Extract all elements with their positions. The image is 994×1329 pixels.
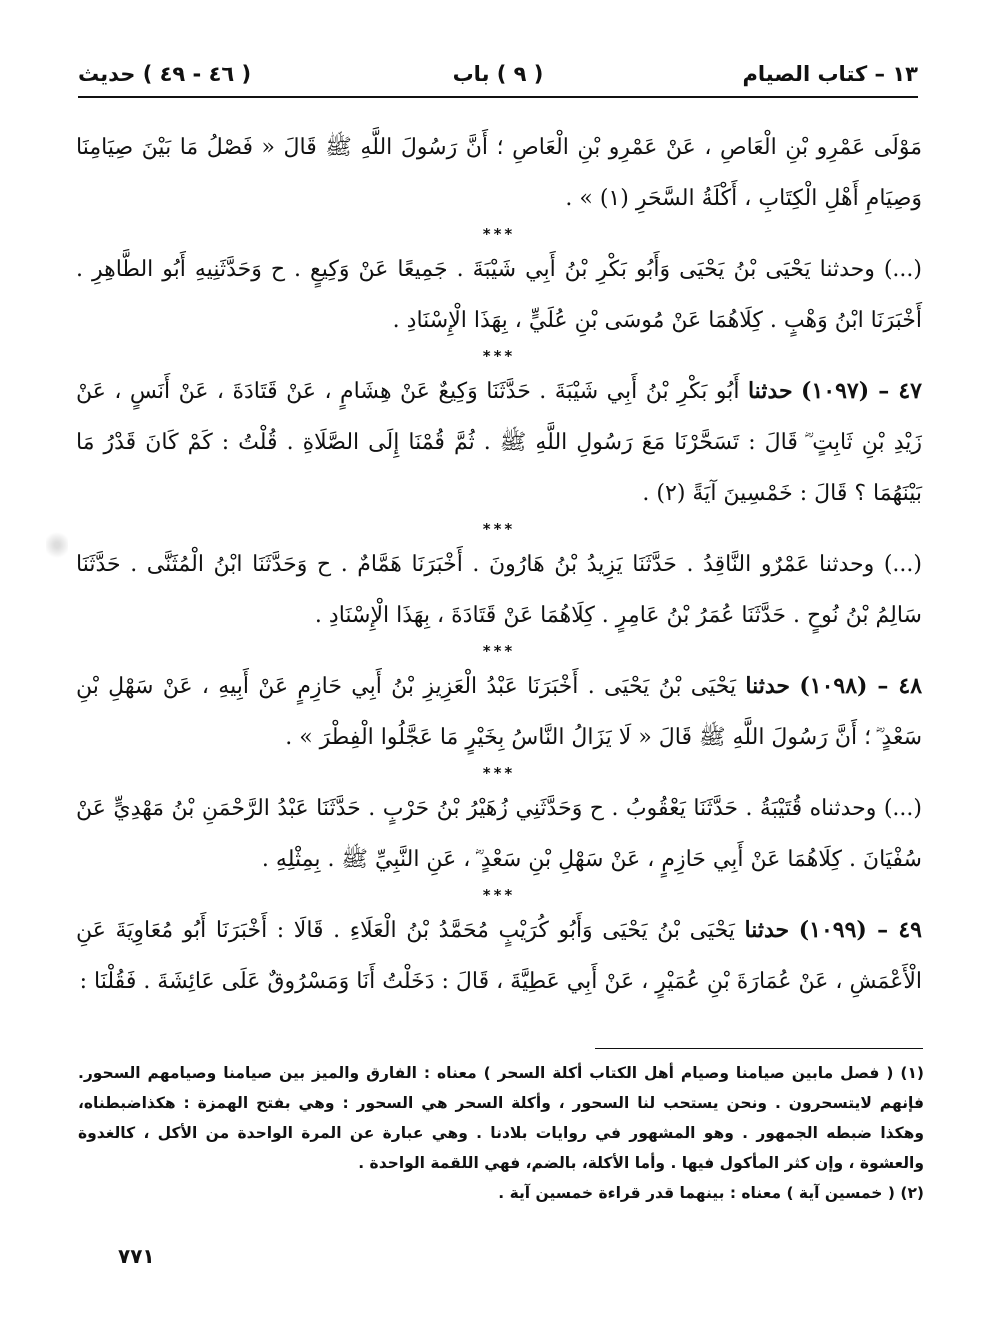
paragraph-chain: (...) وحدثنا يَحْيَى بْنُ يَحْيَى وَأَبُو بَكْرِ بْنُ أَبِي شَيْبَةَ . جَمِيعًا عَنْ وَكِيعٍ . ح وَحَدَّثَنِيهِ أَبُو الطَّاهِرِ . أَخْبَرَنَا ابْنُ وَهْبٍ . كِلَاهُمَا عَنْ مُوسَى بْنِ عُلَيٍّ ، بِهَذَا الْإِسْنَادِ .: [76, 257, 922, 333]
hadith-opening: حدثنا: [745, 673, 791, 699]
hadith-number: ٤٩ – (١٠٩٩): [798, 917, 922, 943]
header-book-title: ١٣ – كتاب الصيام: [742, 62, 918, 86]
separator-stars: ***: [482, 225, 516, 243]
hadith-text: يَحْيَى بْنُ يَحْيَى وَأَبُو كُرَيْبٍ مُحَمَّدُ بْنُ الْعَلَاءِ . قَالَا : أَخْبَرَنَا أَبُو مُعَاوِيَةَ عَنِ الْأَعْمَشِ ، عَنْ عُمَارَةَ بْنِ عُمَيْرٍ ، عَنْ أَبِي عَطِيَّةَ ، قَالَ : دَخَلْتُ أَنَا وَمَسْرُوقٌ عَلَى عَائِشَةَ . فَقُلْنَا :: [76, 918, 922, 994]
separator-stars: ***: [482, 886, 516, 904]
footnote-rule: [595, 1048, 923, 1049]
hadith-48: [76, 661, 922, 763]
hadith-text: يَحْيَى بْنُ يَحْيَى . أَخْبَرَنَا عَبْدُ الْعَزِيزِ بْنُ أَبِي حَازِمٍ عَنْ أَبِيهِ ، عَنْ سَهْلِ بْنِ سَعْدٍ ؓ ؛ أَنَّ رَسُولَ اللَّهِ ﷺ قَالَ « لَا يَزَالُ النَّاسُ بِخَيْرٍ مَا عَجَّلُوا الْفِطْرَ » .: [76, 674, 922, 750]
footnote-1: (١) ( فصل مابين صيامنا وصيام أهل الكتاب أكلة السحر ) معناه : الفارق والميز بين صيامنا وصيامهم السحور. فإنهم لايتسحرون . ونحن يستحب لنا السحور ، وأكلة السحر هي السحور : وهي بفتح الهمزة : هكذاضبطناه، وهكذا ضبطه الجمهور . وهو المشهور في روايات بلادنا . وهي عبارة عن المرة الواحدة من الأكل ، كالغدوة والعشوة ، وإن كثر المأكول فيها . وأما الأكلة، بالضم، فهي اللقمة الواحدة .: [78, 1064, 924, 1172]
main-text: [76, 122, 922, 1007]
separator-stars: ***: [482, 764, 516, 782]
hadith-number: ٤٨ – (١٠٩٨): [799, 673, 923, 699]
hadith-49: [76, 905, 922, 1007]
paragraph-continuation: مَوْلَى عَمْرِو بْنِ الْعَاصِ ، عَنْ عَمْرِو بْنِ الْعَاصِ ؛ أَنَّ رَسُولَ اللَّهِ ﷺ قَالَ « فَصْلُ مَا بَيْنَ صِيَامِنَا وَصِيَامِ أَهْلِ الْكِتَابِ ، أَكْلَةُ السَّحَرِ (١) » .: [76, 135, 922, 211]
paragraph-chain: (...) وحدثناه قُتَيْبَةُ . حَدَّثَنَا يَعْقُوبُ . ح وَحَدَّثَنِي زُهَيْرُ بْنُ حَرْبٍ . حَدَّثَنَا عَبْدُ الرَّحْمَنِ بْنُ مَهْدِيٍّ عَنْ سُفْيَانَ . كِلَاهُمَا عَنْ أَبِي حَازِمٍ ، عَنْ سَهْلِ بْنِ سَعْدٍ ؓ ، عَنِ النَّبِيِّ ﷺ . بِمِثْلِهِ .: [76, 796, 922, 872]
hadith-text: أَبُو بَكْرِ بْنُ أَبِي شَيْبَةَ . حَدَّثَنَا وَكِيعٌ عَنْ هِشَامٍ ، عَنْ قَتَادَةَ ، عَنْ أَنَسٍ ، عَنْ زَيْدِ بْنِ ثَابِتٍ ؓ قَالَ : تَسَحَّرْنَا مَعَ رَسُولِ اللَّهِ ﷺ . ثُمَّ قُمْنَا إِلَى الصَّلَاةِ . قُلْتُ : كَمْ كَانَ قَدْرُ مَا بَيْنَهُمَا ؟ قَالَ : خَمْسِينَ آيَةً (٢) .: [76, 379, 922, 506]
footnote-2: (٢) ( خمسين آية ) معناه : بينهما قدر قراءة خمسين آية .: [498, 1184, 924, 1202]
paragraph-chain: (...) وحدثنا عَمْرٌو النَّاقِدُ . حَدَّثَنَا يَزِيدُ بْنُ هَارُونَ . أَخْبَرَنَا هَمَّامٌ . ح وَحَدَّثَنَا ابْنُ الْمُثَنَّى . حَدَّثَنَا سَالِمُ بْنُ نُوحٍ . حَدَّثَنَا عُمَرُ بْنُ عَامِرٍ . كِلَاهُمَا عَنْ قَتَادَةَ ، بِهَذَا الْإِسْنَادِ .: [76, 552, 922, 628]
header-rule: [78, 96, 918, 98]
footnotes: [78, 1058, 924, 1208]
hadith-opening: حدثنا: [747, 378, 793, 404]
scan-speck: [46, 530, 68, 560]
header-hadith-range: ( ٤٦ - ٤٩ ) حديث: [78, 62, 252, 86]
header-chapter: ( ٩ ) باب: [452, 62, 544, 86]
separator-stars: ***: [482, 642, 516, 660]
separator-stars: ***: [482, 347, 516, 365]
separator-stars: ***: [482, 520, 516, 538]
hadith-opening: حدثنا: [744, 917, 790, 943]
page-number: ٧٧١: [118, 1244, 155, 1268]
hadith-number: ٤٧ – (١٠٩٧): [801, 378, 922, 404]
hadith-47: [76, 366, 922, 519]
running-header: [78, 58, 918, 94]
